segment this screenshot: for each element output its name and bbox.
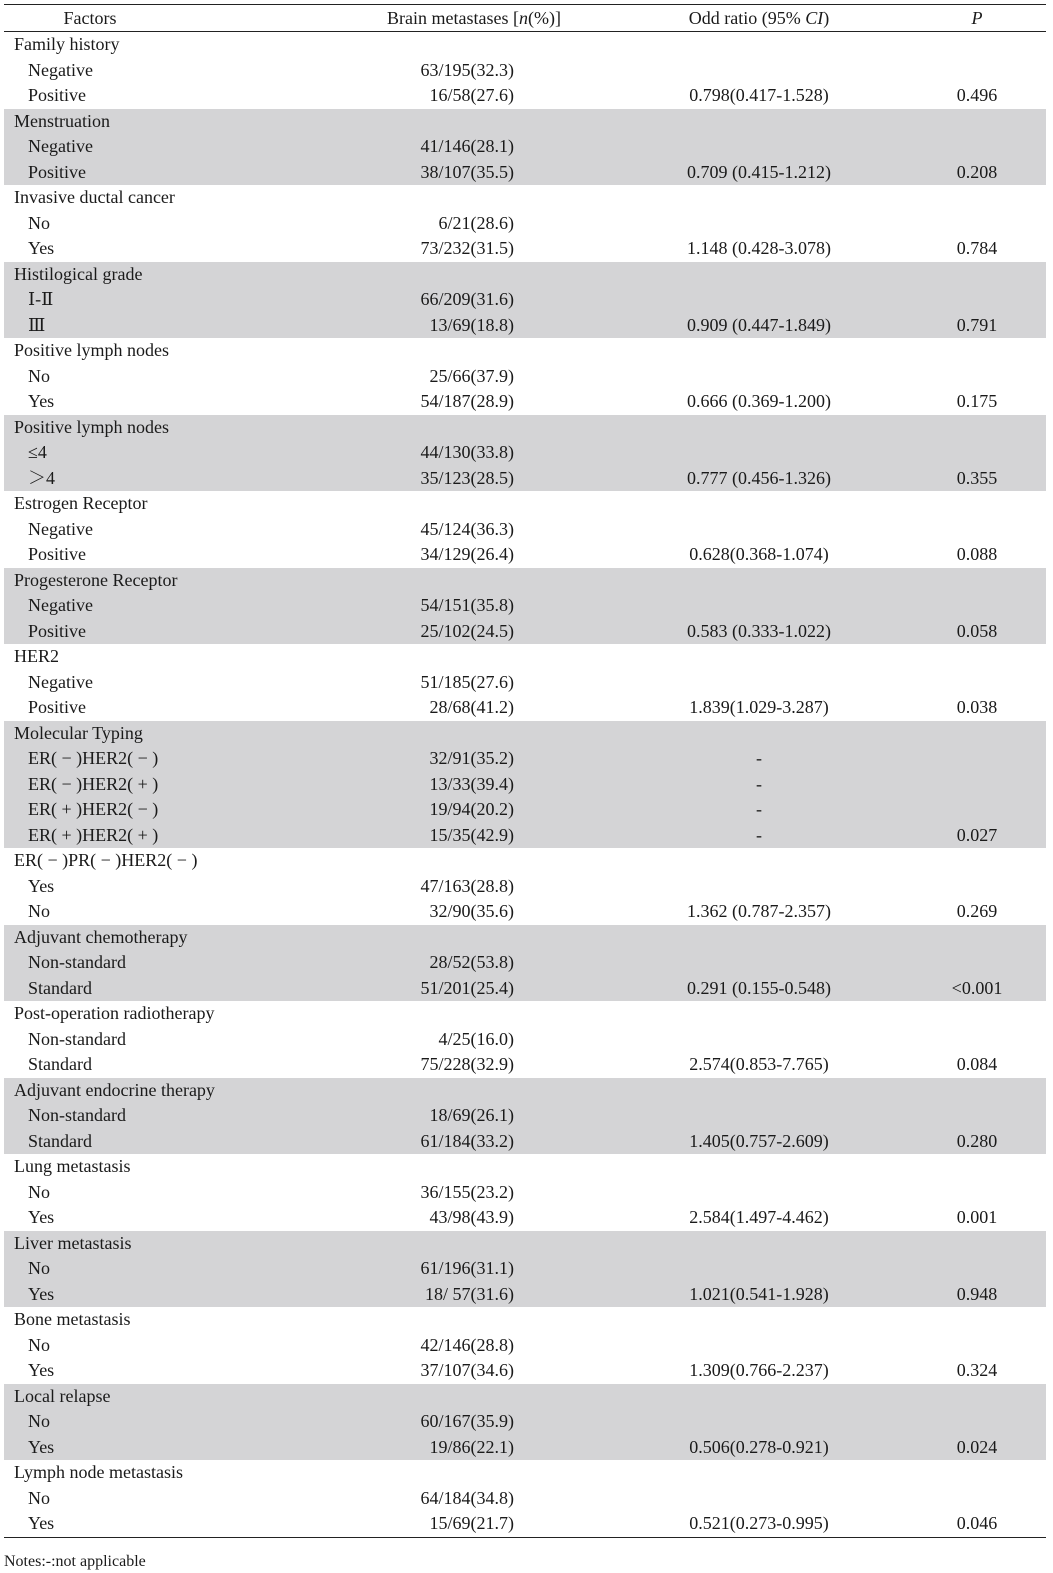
row-label: No bbox=[28, 1258, 50, 1278]
header-p-value: P bbox=[971, 8, 983, 28]
row-label: Yes bbox=[28, 238, 55, 258]
brain-metastases-cell: 15/69(21.7) bbox=[429, 1513, 514, 1533]
factor-group bbox=[4, 1231, 1046, 1308]
table-notes: Notes:-:not applicable bbox=[4, 1553, 146, 1570]
group-title-row bbox=[4, 1307, 1046, 1333]
table-row bbox=[4, 466, 1046, 492]
header-odd-ratio bbox=[594, 5, 924, 31]
odd-ratio-cell: - bbox=[756, 799, 762, 819]
table-row bbox=[4, 313, 1046, 339]
factor-group bbox=[4, 338, 1046, 415]
brain-metastases-cell: 36/155(23.2) bbox=[420, 1181, 514, 1202]
row-label: No bbox=[28, 1334, 50, 1355]
factor-group bbox=[4, 262, 1046, 339]
header-or-prefix: Odd ratio (95% bbox=[688, 8, 806, 28]
group-title-row bbox=[4, 109, 1046, 135]
table-row bbox=[4, 1435, 1046, 1461]
brain-metastases-cell: 15/35(42.9) bbox=[429, 824, 514, 845]
table-row bbox=[4, 1129, 1046, 1155]
table-row bbox=[4, 1486, 1046, 1512]
p-value-cell: 0.175 bbox=[956, 391, 998, 411]
brain-metastases-cell: 54/187(28.9) bbox=[420, 391, 514, 411]
row-label: ER( − )HER2( + ) bbox=[28, 773, 159, 794]
table-row bbox=[4, 1027, 1046, 1053]
brain-metastases-cell: 37/107(34.6) bbox=[420, 1360, 514, 1380]
table-row bbox=[4, 593, 1046, 619]
brain-metastases-cell: 73/232(31.5) bbox=[420, 238, 514, 258]
row-label: Positive bbox=[28, 161, 87, 182]
table-row bbox=[4, 1511, 1046, 1537]
row-label: ＞4 bbox=[28, 467, 55, 488]
table-row bbox=[4, 83, 1046, 109]
group-title: Liver metastasis bbox=[14, 1232, 132, 1253]
odd-ratio-cell: 0.291 (0.155-0.548) bbox=[687, 977, 831, 998]
p-value-cell: 0.791 bbox=[956, 314, 998, 335]
brain-metastases-cell: 18/69(26.1) bbox=[429, 1105, 514, 1125]
group-title: HER2 bbox=[14, 646, 59, 666]
odd-ratio-cell: 1.405(0.757-2.609) bbox=[689, 1130, 829, 1151]
row-label: Yes bbox=[28, 1513, 55, 1533]
row-label: No bbox=[28, 1181, 50, 1202]
group-title-row bbox=[4, 568, 1046, 594]
brain-metastases-cell: 43/98(43.9) bbox=[429, 1207, 514, 1227]
brain-metastases-cell: 75/228(32.9) bbox=[420, 1054, 514, 1074]
odd-ratio-cell: 0.628(0.368-1.074) bbox=[689, 544, 829, 564]
row-label: Negative bbox=[28, 671, 93, 692]
brain-metastases-cell: 4/25(16.0) bbox=[438, 1028, 514, 1049]
row-label: No bbox=[28, 1487, 50, 1508]
p-value-cell: 0.324 bbox=[956, 1360, 998, 1380]
brain-metastases-cell: 32/90(35.6) bbox=[429, 901, 514, 921]
odd-ratio-cell: 0.798(0.417-1.528) bbox=[689, 85, 829, 105]
factor-group bbox=[4, 1460, 1046, 1537]
p-value-cell: 0.038 bbox=[956, 697, 998, 717]
brain-metastases-cell: 35/123(28.5) bbox=[420, 467, 514, 488]
group-title: ER( − )PR( − )HER2( − ) bbox=[14, 850, 198, 870]
table-row bbox=[4, 823, 1046, 849]
row-label: Ⅲ bbox=[28, 314, 46, 335]
table-bottom-rule bbox=[4, 1537, 1046, 1538]
p-value-cell: 0.046 bbox=[956, 1513, 998, 1533]
header-factors: Factors bbox=[63, 8, 117, 28]
row-label: Negative bbox=[28, 518, 93, 539]
row-label: Positive bbox=[28, 85, 87, 105]
row-label: Positive bbox=[28, 544, 87, 564]
factors-table bbox=[4, 4, 1046, 1538]
group-title: Invasive ductal cancer bbox=[14, 187, 175, 207]
brain-metastases-cell: 18/ 57(31.6) bbox=[425, 1283, 514, 1304]
row-label: ER( − )HER2( − ) bbox=[28, 748, 159, 768]
group-title-row bbox=[4, 644, 1046, 670]
group-title-row bbox=[4, 415, 1046, 441]
row-label: Yes bbox=[28, 875, 55, 896]
factor-group bbox=[4, 491, 1046, 568]
table-row bbox=[4, 772, 1046, 798]
row-label: Positive bbox=[28, 620, 87, 641]
group-title-row bbox=[4, 1384, 1046, 1410]
odd-ratio-cell: 1.839(1.029-3.287) bbox=[689, 697, 829, 717]
odd-ratio-cell: - bbox=[756, 773, 762, 794]
row-label: ER( + )HER2( − ) bbox=[28, 799, 159, 819]
table-row bbox=[4, 695, 1046, 721]
brain-metastases-cell: 66/209(31.6) bbox=[420, 289, 514, 309]
group-title: Histilogical grade bbox=[14, 263, 143, 284]
brain-metastases-cell: 25/66(37.9) bbox=[429, 365, 514, 386]
p-value-cell: 0.001 bbox=[956, 1207, 998, 1227]
table-row bbox=[4, 1256, 1046, 1282]
group-title: Adjuvant chemotherapy bbox=[14, 926, 188, 947]
table-row bbox=[4, 670, 1046, 696]
header-or-suffix: ) bbox=[823, 8, 830, 28]
table-row bbox=[4, 364, 1046, 390]
p-value-cell: 0.088 bbox=[956, 544, 998, 564]
brain-metastases-cell: 28/68(41.2) bbox=[429, 697, 514, 717]
brain-metastases-cell: 38/107(35.5) bbox=[420, 161, 514, 182]
table-header bbox=[4, 4, 1046, 32]
group-title-row bbox=[4, 338, 1046, 364]
group-title: Bone metastasis bbox=[14, 1309, 131, 1329]
odd-ratio-cell: 0.709 (0.415-1.212) bbox=[687, 161, 831, 182]
brain-metastases-cell: 41/146(28.1) bbox=[420, 136, 514, 156]
group-title-row bbox=[4, 1154, 1046, 1180]
brain-metastases-cell: 28/52(53.8) bbox=[429, 952, 514, 972]
group-title-row bbox=[4, 185, 1046, 211]
odd-ratio-cell: 0.909 (0.447-1.849) bbox=[687, 314, 831, 335]
row-label: No bbox=[28, 212, 50, 233]
table-row bbox=[4, 1052, 1046, 1078]
table-row bbox=[4, 211, 1046, 237]
odd-ratio-cell: 0.521(0.273-0.995) bbox=[689, 1513, 829, 1533]
factor-group bbox=[4, 32, 1046, 109]
row-label: ER( + )HER2( + ) bbox=[28, 824, 159, 845]
odd-ratio-cell: 0.583 (0.333-1.022) bbox=[687, 620, 831, 641]
row-label: Ⅰ-Ⅱ bbox=[28, 289, 54, 309]
group-title-row bbox=[4, 1231, 1046, 1257]
table-row bbox=[4, 134, 1046, 160]
header-brain-metastases bbox=[364, 5, 584, 31]
table-row bbox=[4, 58, 1046, 84]
odd-ratio-cell: 2.574(0.853-7.765) bbox=[689, 1054, 829, 1074]
p-value-cell: 0.784 bbox=[956, 238, 998, 258]
table-row bbox=[4, 160, 1046, 186]
brain-metastases-cell: 47/163(28.8) bbox=[420, 875, 514, 896]
row-label: Negative bbox=[28, 136, 93, 156]
table-row bbox=[4, 1180, 1046, 1206]
p-value-cell: 0.280 bbox=[956, 1130, 998, 1151]
group-title-row bbox=[4, 925, 1046, 951]
brain-metastases-cell: 42/146(28.8) bbox=[420, 1334, 514, 1355]
factor-group bbox=[4, 1307, 1046, 1384]
row-label: Yes bbox=[28, 1360, 55, 1380]
group-title: Family history bbox=[14, 34, 120, 54]
header-or-italic: CI bbox=[805, 8, 824, 28]
group-title: Local relapse bbox=[14, 1385, 111, 1406]
group-title: Adjuvant endocrine therapy bbox=[14, 1079, 215, 1100]
brain-metastases-cell: 45/124(36.3) bbox=[420, 518, 514, 539]
factor-group bbox=[4, 415, 1046, 492]
row-label: Positive bbox=[28, 697, 87, 717]
brain-metastases-cell: 16/58(27.6) bbox=[429, 85, 514, 105]
p-value-cell: 0.208 bbox=[956, 161, 998, 182]
p-value-cell: 0.355 bbox=[956, 467, 998, 488]
group-title: Post-operation radiotherapy bbox=[14, 1003, 215, 1023]
table-row bbox=[4, 1358, 1046, 1384]
row-label: Negative bbox=[28, 59, 93, 80]
p-value-cell: 0.948 bbox=[956, 1283, 998, 1304]
odd-ratio-cell: 2.584(1.497-4.462) bbox=[689, 1207, 829, 1227]
factor-group bbox=[4, 644, 1046, 721]
brain-metastases-cell: 13/33(39.4) bbox=[429, 773, 514, 794]
header-bm-prefix: Brain metastases [ bbox=[387, 8, 519, 28]
table-row bbox=[4, 899, 1046, 925]
brain-metastases-cell: 61/196(31.1) bbox=[420, 1258, 514, 1278]
table-row bbox=[4, 287, 1046, 313]
factor-group bbox=[4, 568, 1046, 645]
row-label: Yes bbox=[28, 1207, 55, 1227]
row-label: Non-standard bbox=[28, 1105, 126, 1125]
odd-ratio-cell: - bbox=[756, 824, 762, 845]
group-title: Lymph node metastasis bbox=[14, 1462, 183, 1482]
factor-group bbox=[4, 185, 1046, 262]
factor-group bbox=[4, 109, 1046, 186]
brain-metastases-cell: 61/184(33.2) bbox=[420, 1130, 514, 1151]
group-title-row bbox=[4, 721, 1046, 747]
table-row bbox=[4, 874, 1046, 900]
row-label: Yes bbox=[28, 391, 55, 411]
group-title: Positive lymph nodes bbox=[14, 340, 170, 360]
group-title-row bbox=[4, 1001, 1046, 1027]
group-title-row bbox=[4, 1078, 1046, 1104]
brain-metastases-cell: 6/21(28.6) bbox=[438, 212, 514, 233]
row-label: Negative bbox=[28, 595, 93, 615]
factor-group bbox=[4, 848, 1046, 925]
group-title-row bbox=[4, 1460, 1046, 1486]
odd-ratio-cell: 1.362 (0.787-2.357) bbox=[687, 901, 831, 921]
factor-group bbox=[4, 1154, 1046, 1231]
brain-metastases-cell: 19/94(20.2) bbox=[429, 799, 514, 819]
odd-ratio-cell: 1.021(0.541-1.928) bbox=[689, 1283, 829, 1304]
group-title: Estrogen Receptor bbox=[14, 493, 148, 513]
row-label: Yes bbox=[28, 1283, 55, 1304]
table-row bbox=[4, 1103, 1046, 1129]
brain-metastases-cell: 19/86(22.1) bbox=[429, 1436, 514, 1457]
group-title: Progesterone Receptor bbox=[14, 569, 178, 590]
group-title-row bbox=[4, 262, 1046, 288]
header-bm-italic: n bbox=[518, 8, 528, 28]
odd-ratio-cell: 1.309(0.766-2.237) bbox=[689, 1360, 829, 1380]
table-row bbox=[4, 950, 1046, 976]
group-title: Molecular Typing bbox=[14, 722, 143, 743]
group-title: Lung metastasis bbox=[14, 1156, 131, 1176]
row-label: Non-standard bbox=[28, 952, 126, 972]
group-title-row bbox=[4, 491, 1046, 517]
group-title: Menstruation bbox=[14, 110, 110, 131]
brain-metastases-cell: 64/184(34.8) bbox=[420, 1487, 514, 1508]
brain-metastases-cell: 63/195(32.3) bbox=[420, 59, 514, 80]
row-label: No bbox=[28, 901, 50, 921]
p-value-cell: 0.058 bbox=[956, 620, 998, 641]
brain-metastases-cell: 51/201(25.4) bbox=[420, 977, 514, 998]
table-row bbox=[4, 517, 1046, 543]
table-row bbox=[4, 542, 1046, 568]
p-value-cell: 0.496 bbox=[956, 85, 998, 105]
table-row bbox=[4, 236, 1046, 262]
table-row bbox=[4, 1409, 1046, 1435]
row-label: Standard bbox=[28, 1054, 92, 1074]
odd-ratio-cell: - bbox=[756, 748, 762, 768]
brain-metastases-cell: 13/69(18.8) bbox=[429, 314, 514, 335]
p-value-cell: 0.084 bbox=[956, 1054, 998, 1074]
p-value-cell: 0.027 bbox=[956, 824, 998, 845]
group-title-row bbox=[4, 848, 1046, 874]
table-row bbox=[4, 619, 1046, 645]
p-value-cell: 0.269 bbox=[956, 901, 998, 921]
row-label: Standard bbox=[28, 977, 92, 998]
factor-group bbox=[4, 1384, 1046, 1461]
factor-group bbox=[4, 721, 1046, 849]
row-label: Non-standard bbox=[28, 1028, 126, 1049]
table-row bbox=[4, 440, 1046, 466]
factor-group bbox=[4, 1001, 1046, 1078]
odd-ratio-cell: 1.148 (0.428-3.078) bbox=[687, 238, 831, 258]
odd-ratio-cell: 0.506(0.278-0.921) bbox=[689, 1436, 829, 1457]
table-row bbox=[4, 746, 1046, 772]
row-label: Standard bbox=[28, 1130, 92, 1151]
table-row bbox=[4, 389, 1046, 415]
factor-group bbox=[4, 1078, 1046, 1155]
p-value-cell: 0.024 bbox=[956, 1436, 998, 1457]
brain-metastases-cell: 51/185(27.6) bbox=[420, 671, 514, 692]
brain-metastases-cell: 60/167(35.9) bbox=[420, 1411, 514, 1431]
brain-metastases-cell: 32/91(35.2) bbox=[429, 748, 514, 768]
brain-metastases-cell: 44/130(33.8) bbox=[420, 442, 514, 462]
brain-metastases-cell: 25/102(24.5) bbox=[420, 620, 514, 641]
group-title: Positive lymph nodes bbox=[14, 416, 170, 437]
brain-metastases-cell: 54/151(35.8) bbox=[420, 595, 514, 615]
p-value-cell: <0.001 bbox=[951, 977, 1003, 998]
table-row bbox=[4, 976, 1046, 1002]
brain-metastases-cell: 34/129(26.4) bbox=[420, 544, 514, 564]
row-label: Yes bbox=[28, 1436, 55, 1457]
table-body bbox=[4, 32, 1046, 1537]
row-label: No bbox=[28, 1411, 50, 1431]
table-row bbox=[4, 1282, 1046, 1308]
table-row bbox=[4, 1333, 1046, 1359]
odd-ratio-cell: 0.777 (0.456-1.326) bbox=[687, 467, 831, 488]
table-row bbox=[4, 1205, 1046, 1231]
row-label: No bbox=[28, 365, 50, 386]
table-row bbox=[4, 797, 1046, 823]
row-label: ≤4 bbox=[28, 442, 47, 462]
header-bm-suffix: (%)] bbox=[527, 8, 561, 28]
factor-group bbox=[4, 925, 1046, 1002]
odd-ratio-cell: 0.666 (0.369-1.200) bbox=[687, 391, 831, 411]
group-title-row bbox=[4, 32, 1046, 58]
